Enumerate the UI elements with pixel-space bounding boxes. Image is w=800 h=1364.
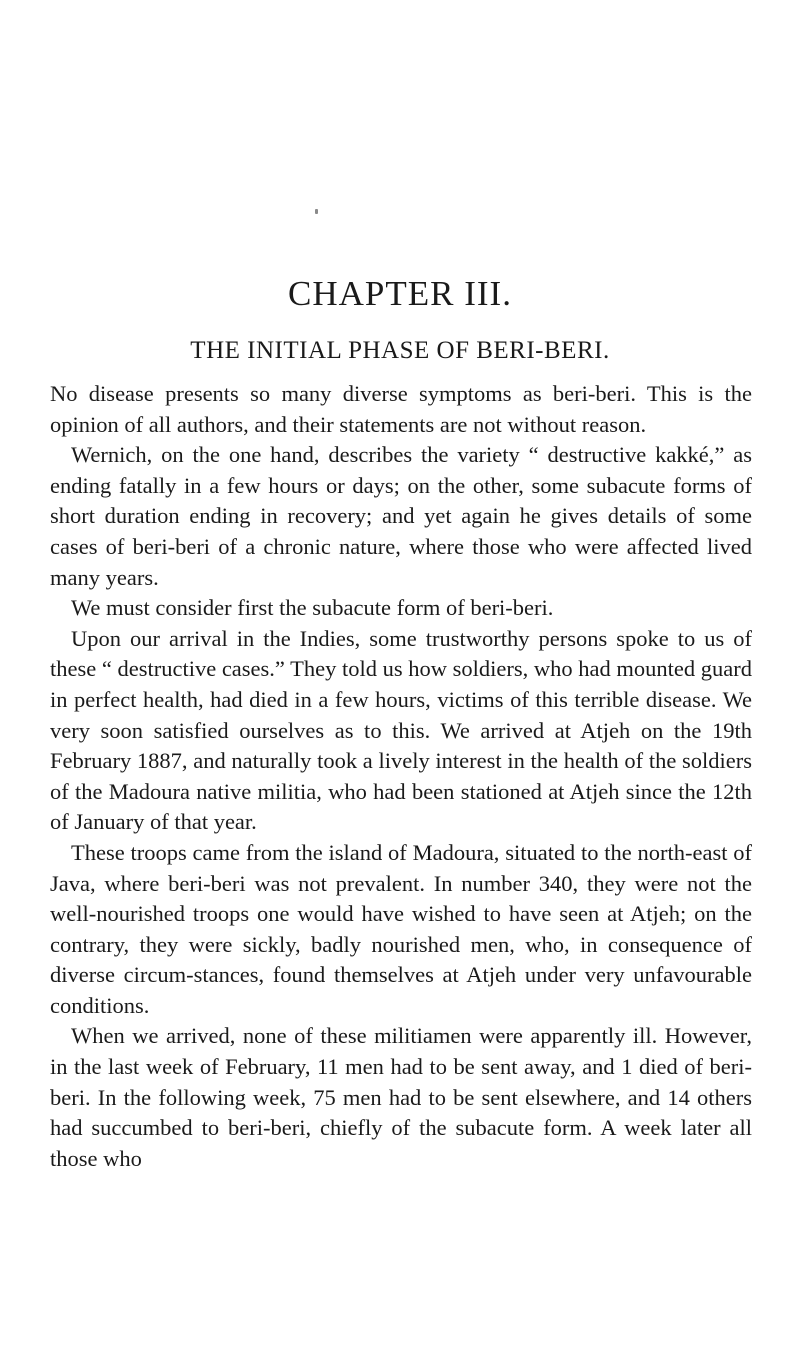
paragraph: When we arrived, none of these militiamen were apparently ill. However, in the last week of February, 11 men had to be sent away, and 1 died of beri-beri. In the following week, 75 men had to be sent elsewhere, and 14 others had succumbed to beri-beri, chiefly of the subacute form. A week later all those who — [50, 1023, 752, 1171]
paragraph: Wernich, on the one hand, describes the variety “ destructive kakké,” as ending fatally in a few hours or days; on the other, some subacute forms of short duration ending in recovery; and yet again he gives details of some cases of beri-beri of a chronic nature, where those who were affected lived many years. — [50, 442, 752, 590]
paragraph: We must consider first the subacute form of beri-beri. — [71, 595, 554, 621]
chapter-title: CHAPTER III. — [288, 274, 512, 313]
paragraph: These troops came from the island of Madoura, situated to the north-east of Java, where beri-beri was not prevalent. In number 340, they were not the well-nourished troops one would have wished to have seen at Atjeh; on the contrary, they were sickly, badly nourished men, who, in consequence of diverse circum-stances, found themselves at Atjeh under very unfavourable conditions. — [50, 839, 752, 1018]
print-speck — [315, 209, 318, 214]
paragraph: No disease presents so many diverse symptoms as beri-beri. This is the opinion of all authors, and their statements are not without reason. — [50, 381, 752, 437]
chapter-subtitle: THE INITIAL PHASE OF BERI-BERI. — [190, 337, 610, 364]
paragraph: Upon our arrival in the Indies, some trustworthy persons spoke to us of these “ destructive cases.” They told us how soldiers, who had mounted guard in perfect health, had died in a few hours, victims of this terrible disease. We very soon satisfied ourselves as to this. We arrived at Atjeh on the 19th February 1887, and naturally took a lively interest in the health of the soldiers of the Madoura native militia, who had been stationed at Atjeh since the 12th of January of that year. — [50, 625, 752, 835]
body-text — [50, 379, 752, 1174]
